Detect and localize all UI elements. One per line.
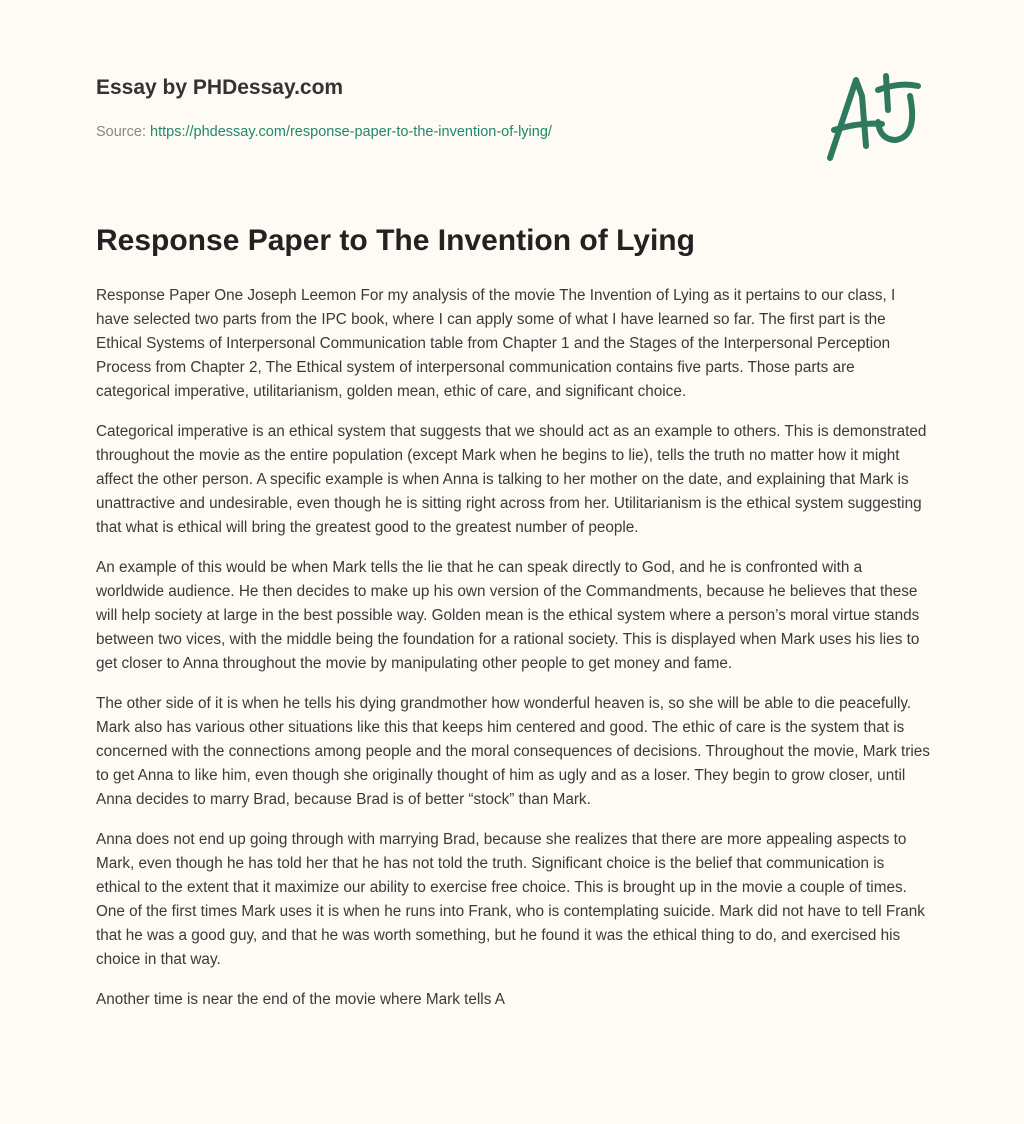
source-link[interactable]: https://phdessay.com/response-paper-to-the-invention-of-lying/ — [150, 124, 552, 140]
source-line — [96, 124, 552, 140]
article-body — [96, 284, 932, 1028]
paragraph: An example of this would be when Mark tells the lie that he can speak directly to God, and he is confronted with a worldwide audience. He then decides to make up his own version of the Commandments, because he believes that these will help society at large in the best possible way. Golden mean is the ethical system where a person’s moral virtue stands between two vices, with the middle being the foundation for a rational society. This is displayed when Mark uses his lies to get closer to Anna throughout the movie by manipulating other people to get money and fame. — [96, 559, 920, 672]
paragraph: Another time is near the end of the movie where Mark tells A — [96, 991, 505, 1008]
site-title: Essay by PHDessay.com — [96, 76, 344, 99]
a-plus-logo-icon — [820, 66, 930, 166]
article-title: Response Paper to The Invention of Lying — [96, 224, 695, 257]
paragraph: Response Paper One Joseph Leemon For my analysis of the movie The Invention of Lying as it pertains to our class, I have selected two parts from the IPC book, where I can apply some of what I have learned so far. The first part is the Ethical Systems of Interpersonal Communication table from Chapter 1 and the Stages of the Interpersonal Perception Process from Chapter 2, The Ethical system of interpersonal communication contains five parts. Those parts are categorical imperative, utilitarianism, golden mean, ethic of care, and significant choice. — [96, 287, 896, 400]
paragraph: The other side of it is when he tells his dying grandmother how wonderful heaven is, so she will be able to die peacefully. Mark also has various other situations like this that keeps him centered and good. The ethic of care is the system that is concerned with the connections among people and the moral consequences of decisions. Throughout the movie, Mark tries to get Anna to like him, even though she originally thought of him as ugly and as a loser. They begin to grow closer, until Anna decides to marry Brad, because Brad is of better “stock” than Mark. — [96, 695, 930, 808]
paragraph: Categorical imperative is an ethical system that suggests that we should act as an example to others. This is demonstrated throughout the movie as the entire population (except Mark when he begins to lie), tells the truth no matter how it might affect the other person. A specific example is when Anna is talking to her mother on the date, and explaining that Mark is unattractive and undesirable, even though he is sitting right across from her. Utilitarianism is the ethical system suggesting that what is ethical will bring the greatest good to the greatest number of people. — [96, 423, 927, 536]
paragraph: Anna does not end up going through with marrying Brad, because she realizes that there are more appealing aspects to Mark, even though he has told her that he has not told the truth. Significant choice is the belief that communication is ethical to the extent that it maximize our ability to exercise free choice. This is brought up in the movie a couple of times. One of the first times Mark uses it is when he runs into Frank, who is contemplating suicide. Mark did not have to tell Frank that he was a good guy, and that he was worth something, but he found it was the ethical thing to do, and exercised his choice in that way. — [96, 831, 925, 968]
source-label: Source: — [96, 124, 146, 140]
